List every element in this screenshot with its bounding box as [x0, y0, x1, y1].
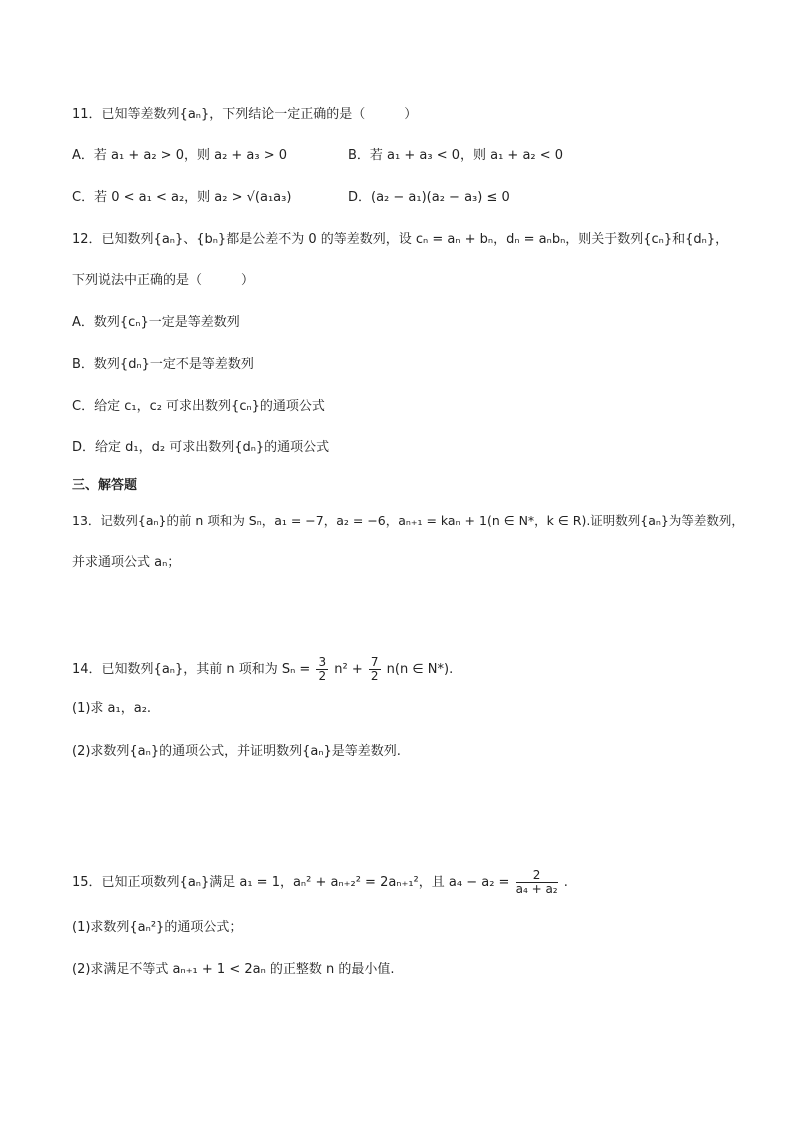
section-title-answer-questions: 三、解答题: [72, 478, 138, 493]
question-11-option-c: C．若 0 < a₁ < a₂，则 a₂ > √(a₁a₃): [72, 190, 292, 205]
question-11-option-a: A．若 a₁ + a₂ > 0，则 a₂ + a₃ > 0: [72, 148, 288, 163]
question-11-stem: 11．已知等差数列{aₙ}，下列结论一定正确的是（ ）: [72, 107, 418, 122]
question-12-stem-line1: 12．已知数列{aₙ}、{bₙ}都是公差不为 0 的等差数列，设 cₙ = aₙ + bₙ，dₙ = aₙbₙ，则关于数列{cₙ}和{dₙ}，: [72, 232, 729, 247]
question-14-stem: [72, 655, 453, 685]
question-15-part-2: (2)求满足不等式 aₙ₊₁ + 1 < 2aₙ 的正整数 n 的最小值.: [72, 962, 395, 977]
fraction-denominator: 2: [318, 669, 327, 683]
question-11-option-d: D．(a₂ − a₁)(a₂ − a₃) ≤ 0: [348, 190, 510, 205]
question-14-stem-suffix: n(n ∈ N*).: [386, 662, 454, 677]
question-13-stem-line1: 13．记数列{aₙ}的前 n 项和为 Sₙ，a₁ = −7，a₂ = −6，aₙ₊₁ = kaₙ + 1(n ∈ N*，k ∈ R).证明数列{aₙ}为等差数列，: [72, 513, 744, 528]
fraction-denominator: a₄ + a₂: [515, 882, 558, 896]
question-14-part-2: (2)求数列{aₙ}的通项公式，并证明数列{aₙ}是等差数列.: [72, 744, 401, 759]
question-12-option-a: A．数列{cₙ}一定是等差数列: [72, 315, 240, 330]
question-15-stem-suffix: .: [563, 875, 568, 890]
fraction-seven-halves: [369, 656, 381, 683]
question-12-stem-line2: 下列说法中正确的是（ ）: [72, 273, 255, 288]
question-12-option-d: D．给定 d₁，d₂ 可求出数列{dₙ}的通项公式: [72, 440, 330, 455]
fraction-three-halves: [316, 656, 328, 683]
question-12-option-c: C．给定 c₁，c₂ 可求出数列{cₙ}的通项公式: [72, 399, 325, 414]
question-11-option-b: B．若 a₁ + a₃ < 0，则 a₁ + a₂ < 0: [348, 148, 564, 163]
question-14-stem-mid: n² +: [334, 662, 363, 677]
question-15-part-1: (1)求数列{aₙ²}的通项公式；: [72, 920, 243, 935]
fraction-numerator: 3: [318, 655, 327, 669]
fraction-denominator: 2: [370, 669, 379, 683]
question-14-part-1: (1)求 a₁，a₂.: [72, 701, 152, 716]
question-12-option-b: B．数列{dₙ}一定不是等差数列: [72, 357, 254, 372]
question-14-stem-prefix: 14．已知数列{aₙ}，其前 n 项和为 Sₙ =: [72, 662, 311, 677]
question-15-stem-prefix: 15．已知正项数列{aₙ}满足 a₁ = 1，aₙ² + aₙ₊₂² = 2aₙ₊₁²，且 a₄ − a₂ =: [72, 875, 510, 890]
fraction-two-over-sum: [516, 869, 558, 896]
fraction-numerator: 7: [370, 655, 379, 669]
question-13-stem-line2: 并求通项公式 aₙ；: [72, 555, 181, 570]
question-15-stem: [72, 868, 568, 898]
fraction-numerator: 2: [516, 869, 558, 883]
